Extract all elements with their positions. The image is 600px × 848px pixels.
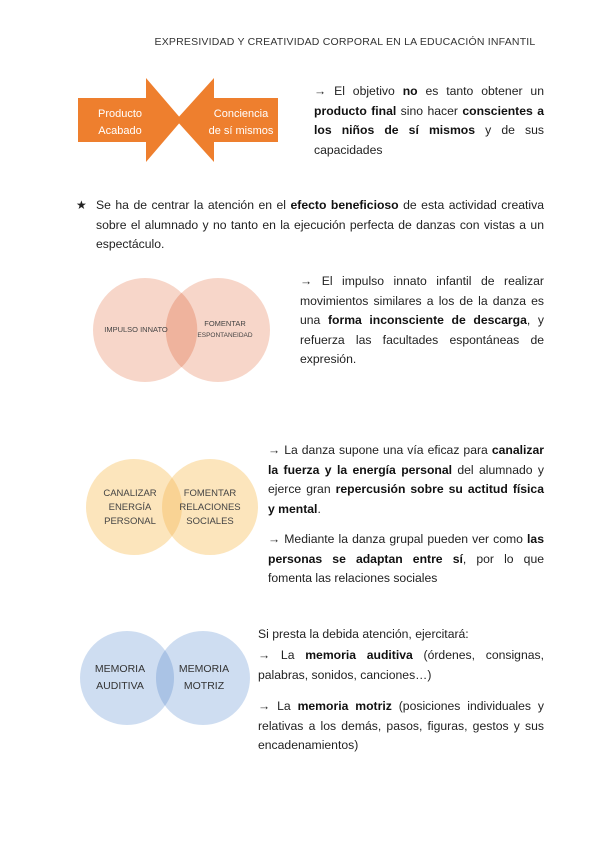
left-arrow-line2: Acabado	[98, 125, 142, 137]
memory-intro: Si presta la debida atención, ejercitará:	[258, 627, 469, 641]
right-arrow	[176, 78, 278, 162]
venn2-left-line2: ENERGÍA	[108, 502, 152, 513]
venn2-right-line1: FOMENTAR	[183, 488, 237, 499]
venn3-right-line2: MOTRIZ	[183, 680, 225, 692]
right-arrow-line2: de sí mismos	[208, 125, 274, 137]
motor-memory-paragraph: → La memoria motriz (posiciones individuales y relativas a los demás, pasos, figuras, gestos y sus encadenamientos)	[258, 699, 544, 753]
venn2-right-line3: SOCIALES	[186, 516, 234, 527]
impulse-paragraph: → El impulso innato infantil de realizar movimientos similares a los de la danza es una forma inconsciente de descarga, y refuerza las facultades espontáneas de expresión.	[300, 274, 544, 367]
right-arrow-line1: Conciencia	[213, 108, 269, 120]
energy-paragraph: → La danza supone una vía eficaz para canalizar la fuerza y la energía personal del alumnado y ejerce gran repercusión sobre su actitud física y mental.	[268, 443, 544, 516]
venn2-right-line2: RELACIONES	[179, 502, 241, 513]
page-header: EXPRESIVIDAD Y CREATIVIDAD CORPORAL EN LA EDUCACIÓN INFANTIL	[154, 36, 536, 48]
auditory-memory-paragraph: → La memoria auditiva (órdenes, consignas, palabras, sonidos, canciones…)	[258, 648, 544, 682]
star-bullet-icon: ★	[76, 198, 87, 212]
arrow-glyph: →	[268, 532, 281, 546]
arrow-glyph: →	[300, 274, 313, 288]
social-paragraph: → Mediante la danza grupal pueden ver como las personas se adaptan entre sí, por lo que fomenta las relaciones sociales	[268, 532, 544, 586]
venn-impulso	[92, 278, 282, 388]
venn3-left-line1: MEMORIA	[94, 663, 146, 675]
venn-memoria	[80, 630, 270, 730]
venn2-left-line1: CANALIZAR	[103, 488, 157, 499]
venn1-left-label: IMPULSO INNATO	[104, 325, 168, 334]
arrow-glyph: →	[268, 443, 281, 457]
arrow-glyph: →	[258, 648, 271, 662]
venn3-left-line2: AUDITIVA	[96, 680, 144, 692]
arrow-glyph: →	[314, 84, 327, 98]
arrow-glyph: →	[258, 699, 271, 713]
objective-paragraph: → El objetivo no es tanto obtener un producto final sino hacer conscientes a los niños de sí mismos y de sus capacidades	[314, 84, 544, 157]
venn3-right-line1: MEMORIA	[178, 663, 230, 675]
venn1-right-line2: ESPONTANEIDAD	[197, 332, 253, 339]
star-bullet-paragraph: ★ Se ha de centrar la atención en el efecto beneficioso de esta actividad creativa sobre el alumnado y no tanto en la ejecución perfecta de danzas con vistas a un espectáculo.	[76, 198, 544, 252]
venn1-right-line1: FOMENTAR	[204, 319, 246, 328]
venn-energia	[86, 458, 276, 558]
left-arrow-line1: Producto	[97, 108, 143, 120]
venn2-left-line3: PERSONAL	[104, 516, 156, 527]
arrows-diagram	[74, 76, 314, 166]
left-arrow	[78, 78, 182, 162]
